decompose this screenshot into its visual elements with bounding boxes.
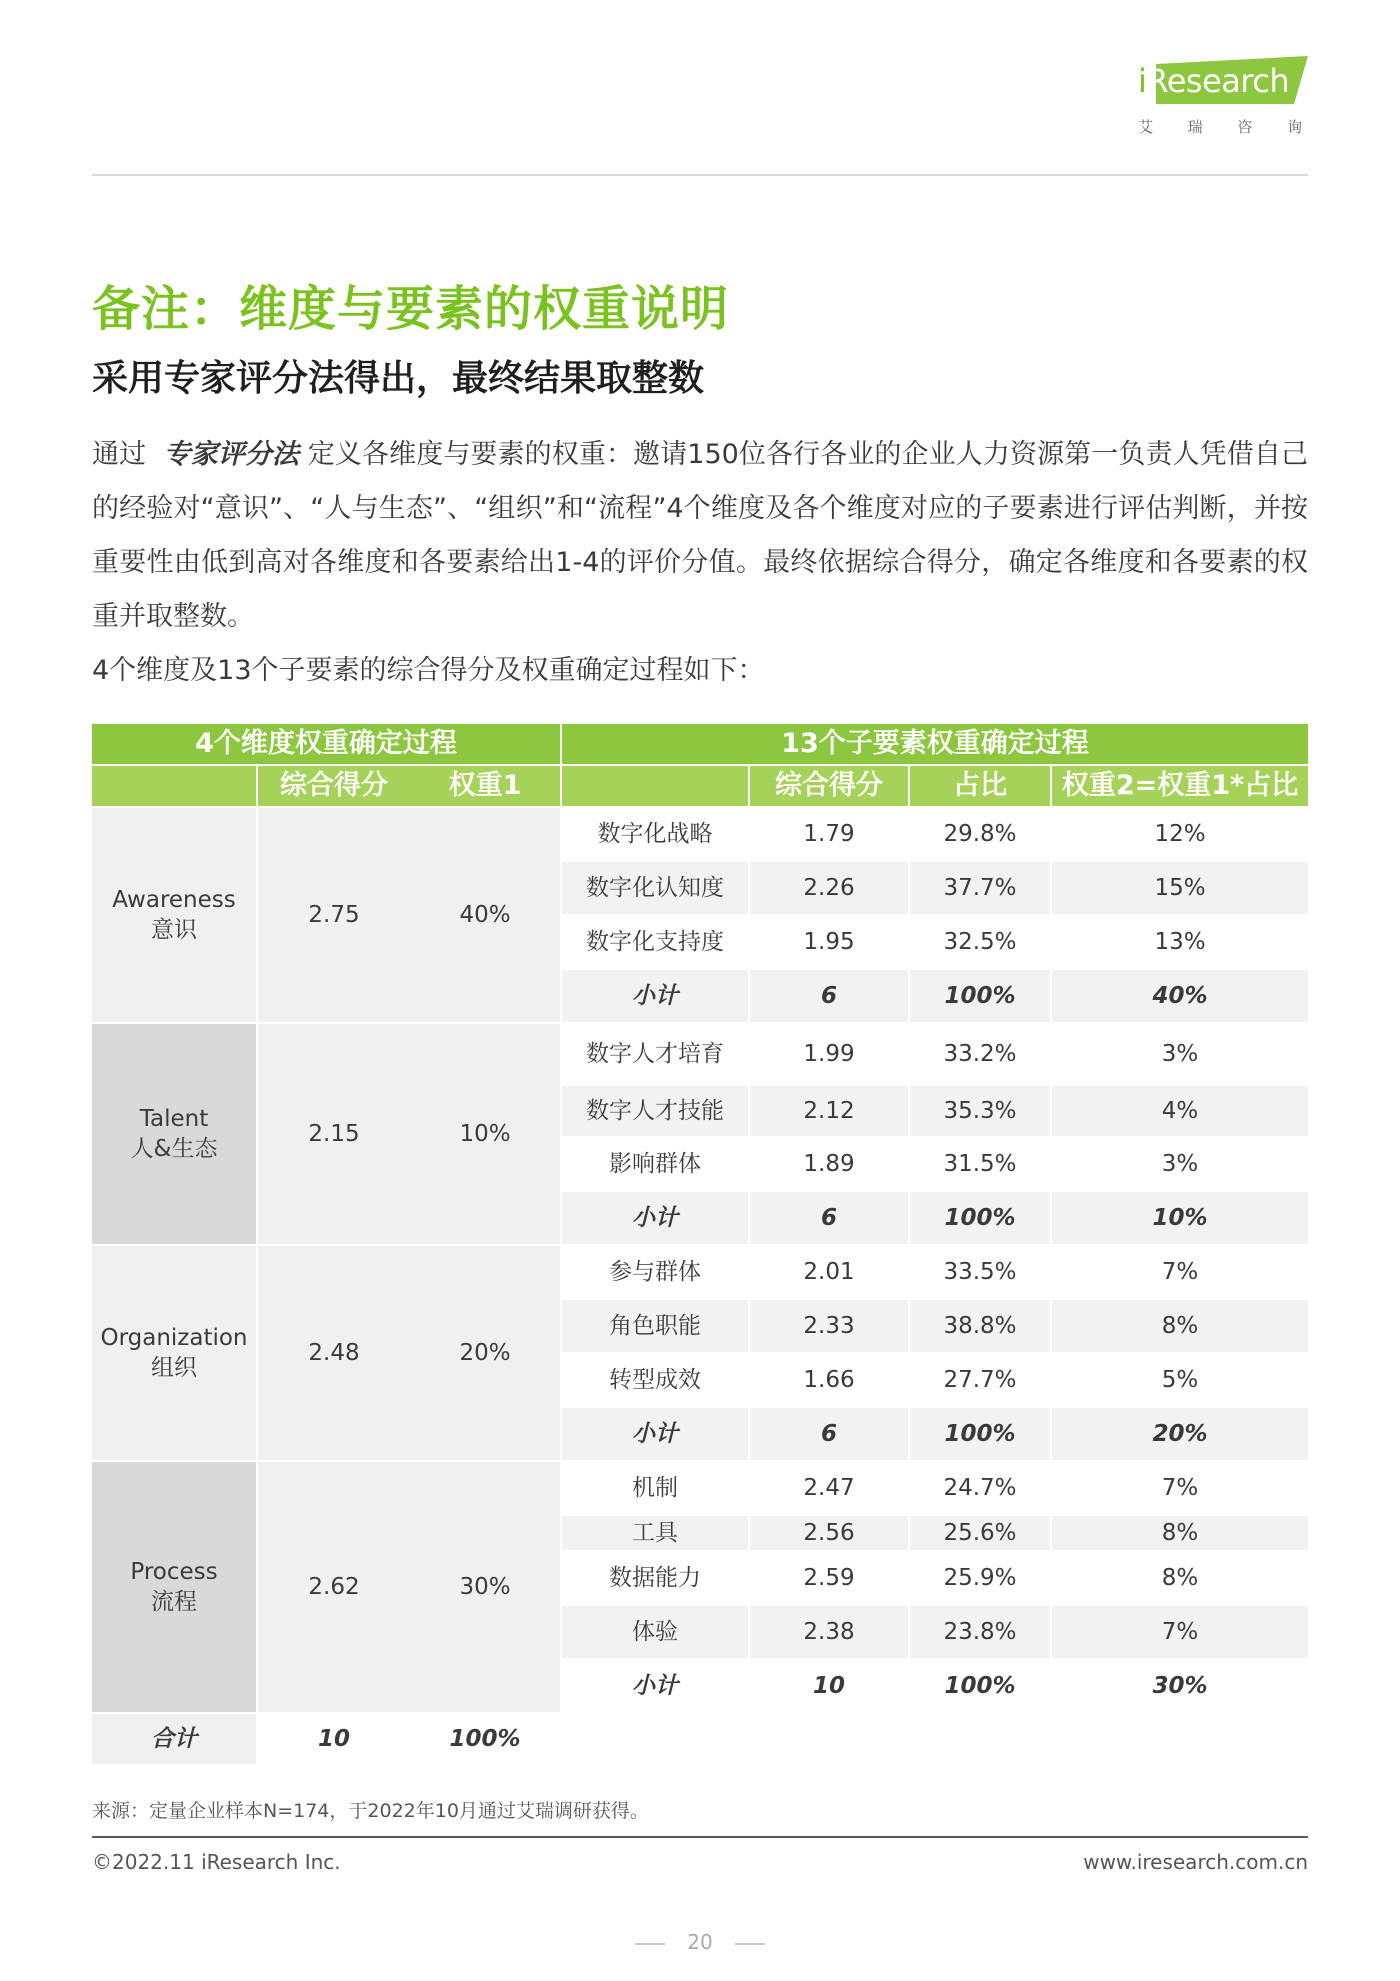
item-score: 2.59 bbox=[750, 1552, 908, 1604]
item-ratio: 25.6% bbox=[910, 1516, 1050, 1550]
total-weight: 100% bbox=[410, 1714, 560, 1764]
dimension-name-cell bbox=[92, 1462, 256, 1712]
dimension-name-cn: 流程 bbox=[151, 1589, 197, 1615]
logo-sub-char: 艾 bbox=[1138, 118, 1156, 136]
item-ratio: 33.2% bbox=[910, 1024, 1050, 1084]
subtotal-score: 6 bbox=[750, 970, 908, 1022]
item-weight: 8% bbox=[1052, 1516, 1308, 1550]
right-col-header: 综合得分 bbox=[750, 766, 908, 806]
intro-body: 定义各维度与要素的权重：邀请150位各行各业的企业人力资源第一负责人凭借自己的经验对“意识”、“人与生态”、“组织”和“流程”4个维度及各个维度对应的子要素进行评估判断，并按重要性由低到高对各维度和各要素给出1-4的评价分值。最终依据综合得分，确定各维度和各要素的权重并取整数。 bbox=[92, 439, 1308, 632]
logo-i: i bbox=[1138, 62, 1147, 100]
item-ratio: 32.5% bbox=[910, 916, 1050, 968]
item-weight: 5% bbox=[1052, 1354, 1308, 1406]
dimension-name-en: Talent bbox=[139, 1106, 209, 1132]
item-name: 数字化战略 bbox=[562, 808, 748, 860]
page-number bbox=[0, 1930, 1400, 1954]
item-weight: 12% bbox=[1052, 808, 1308, 860]
item-weight: 8% bbox=[1052, 1300, 1308, 1352]
dimension-score: 2.48 bbox=[258, 1246, 410, 1460]
intro-emphasis: 专家评分法 bbox=[163, 439, 300, 470]
dimension-name-cell bbox=[92, 1024, 256, 1244]
item-name: 数字人才培育 bbox=[562, 1024, 748, 1084]
item-name: 体验 bbox=[562, 1606, 748, 1658]
item-score: 2.56 bbox=[750, 1516, 908, 1550]
subtotal-weight: 10% bbox=[1052, 1192, 1308, 1244]
source-note: 来源：定量企业样本N=174，于2022年10月通过艾瑞调研获得。 bbox=[92, 1800, 649, 1822]
total-score: 10 bbox=[258, 1714, 410, 1764]
dimension-name-cn: 人&生态 bbox=[130, 1136, 218, 1162]
dimension-name-cn: 意识 bbox=[151, 917, 197, 943]
item-name: 影响群体 bbox=[562, 1138, 748, 1190]
item-name: 转型成效 bbox=[562, 1354, 748, 1406]
item-ratio: 27.7% bbox=[910, 1354, 1050, 1406]
total-label: 合计 bbox=[92, 1714, 256, 1764]
subtotal-score: 6 bbox=[750, 1408, 908, 1460]
subtotal-weight: 30% bbox=[1052, 1660, 1308, 1712]
item-weight: 3% bbox=[1052, 1138, 1308, 1190]
intro-prefix: 通过 bbox=[92, 439, 147, 470]
dimension-weight: 20% bbox=[410, 1246, 560, 1460]
item-weight: 13% bbox=[1052, 916, 1308, 968]
item-score: 1.79 bbox=[750, 808, 908, 860]
logo-wordmark bbox=[1138, 62, 1289, 100]
left-col-header: 综合得分 bbox=[258, 766, 410, 806]
item-score: 2.26 bbox=[750, 862, 908, 914]
dimension-name-en: Awareness bbox=[112, 887, 236, 913]
subtotal-label: 小计 bbox=[562, 1660, 748, 1712]
left-group-header: 4个维度权重确定过程 bbox=[92, 724, 560, 764]
dimension-name-cell bbox=[92, 1246, 256, 1460]
subtotal-ratio: 100% bbox=[910, 1192, 1050, 1244]
intro-paragraph bbox=[92, 428, 1308, 644]
item-weight: 3% bbox=[1052, 1024, 1308, 1084]
item-name: 数字化支持度 bbox=[562, 916, 748, 968]
item-weight: 8% bbox=[1052, 1552, 1308, 1604]
dimension-score: 2.62 bbox=[258, 1462, 410, 1712]
right-col-header: 权重2=权重1*占比 bbox=[1052, 766, 1308, 806]
item-ratio: 33.5% bbox=[910, 1246, 1050, 1298]
item-weight: 7% bbox=[1052, 1462, 1308, 1514]
left-col-header: 权重1 bbox=[410, 766, 560, 806]
dimension-name-en: Process bbox=[130, 1559, 218, 1585]
dimension-name-cn: 组织 bbox=[151, 1355, 197, 1381]
copyright: ©2022.11 iResearch Inc. bbox=[92, 1850, 341, 1874]
right-col-header: 占比 bbox=[910, 766, 1050, 806]
item-ratio: 25.9% bbox=[910, 1552, 1050, 1604]
subtotal-ratio: 100% bbox=[910, 970, 1050, 1022]
subtotal-label: 小计 bbox=[562, 1192, 748, 1244]
item-score: 1.99 bbox=[750, 1024, 908, 1084]
dimension-weight: 10% bbox=[410, 1024, 560, 1244]
page-number-value: 20 bbox=[687, 1930, 713, 1954]
dimension-score: 2.15 bbox=[258, 1024, 410, 1244]
subtotal-label: 小计 bbox=[562, 1408, 748, 1460]
item-weight: 7% bbox=[1052, 1246, 1308, 1298]
item-score: 2.01 bbox=[750, 1246, 908, 1298]
subtotal-score: 6 bbox=[750, 1192, 908, 1244]
item-name: 工具 bbox=[562, 1516, 748, 1550]
item-name: 数字化认知度 bbox=[562, 862, 748, 914]
item-score: 2.47 bbox=[750, 1462, 908, 1514]
dimension-score: 2.75 bbox=[258, 808, 410, 1022]
right-group-header: 13个子要素权重确定过程 bbox=[562, 724, 1308, 764]
item-score: 2.38 bbox=[750, 1606, 908, 1658]
item-name: 数字人才技能 bbox=[562, 1086, 748, 1136]
dimension-name-en: Organization bbox=[100, 1325, 248, 1351]
logo-sub-char: 瑞 bbox=[1187, 118, 1205, 136]
dimension-weight: 40% bbox=[410, 808, 560, 1022]
item-name: 数据能力 bbox=[562, 1552, 748, 1604]
subtotal-label: 小计 bbox=[562, 970, 748, 1022]
item-ratio: 31.5% bbox=[910, 1138, 1050, 1190]
subtotal-weight: 20% bbox=[1052, 1408, 1308, 1460]
item-ratio: 38.8% bbox=[910, 1300, 1050, 1352]
page-title: 备注：维度与要素的权重说明 bbox=[92, 281, 730, 337]
right-col-header bbox=[562, 766, 748, 806]
item-ratio: 29.8% bbox=[910, 808, 1050, 860]
item-name: 参与群体 bbox=[562, 1246, 748, 1298]
logo-sub-char: 询 bbox=[1286, 118, 1304, 136]
subtotal-weight: 40% bbox=[1052, 970, 1308, 1022]
subtotal-ratio: 100% bbox=[910, 1660, 1050, 1712]
item-ratio: 23.8% bbox=[910, 1606, 1050, 1658]
item-name: 角色职能 bbox=[562, 1300, 748, 1352]
logo-research: Research bbox=[1146, 62, 1290, 100]
dimension-name-cell bbox=[92, 808, 256, 1022]
intro-line2: 4个维度及13个子要素的综合得分及权重确定过程如下： bbox=[92, 655, 765, 686]
left-col-header bbox=[92, 766, 256, 806]
item-name: 机制 bbox=[562, 1462, 748, 1514]
item-score: 2.33 bbox=[750, 1300, 908, 1352]
item-weight: 15% bbox=[1052, 862, 1308, 914]
logo-subtitle bbox=[1134, 116, 1308, 137]
item-ratio: 24.7% bbox=[910, 1462, 1050, 1514]
item-score: 1.66 bbox=[750, 1354, 908, 1406]
item-weight: 7% bbox=[1052, 1606, 1308, 1658]
item-ratio: 35.3% bbox=[910, 1086, 1050, 1136]
dimension-weight: 30% bbox=[410, 1462, 560, 1712]
item-score: 1.89 bbox=[750, 1138, 908, 1190]
item-score: 1.95 bbox=[750, 916, 908, 968]
logo-sub-char: 咨 bbox=[1237, 118, 1255, 136]
footer-divider bbox=[92, 1836, 1308, 1838]
item-score: 2.12 bbox=[750, 1086, 908, 1136]
website-link: www.iresearch.com.cn bbox=[1083, 1850, 1308, 1874]
subtotal-ratio: 100% bbox=[910, 1408, 1050, 1460]
subtotal-score: 10 bbox=[750, 1660, 908, 1712]
item-ratio: 37.7% bbox=[910, 862, 1050, 914]
page-subtitle: 采用专家评分法得出，最终结果取整数 bbox=[92, 358, 705, 399]
header-divider bbox=[92, 174, 1308, 176]
iresearch-logo bbox=[1134, 56, 1308, 140]
item-weight: 4% bbox=[1052, 1086, 1308, 1136]
